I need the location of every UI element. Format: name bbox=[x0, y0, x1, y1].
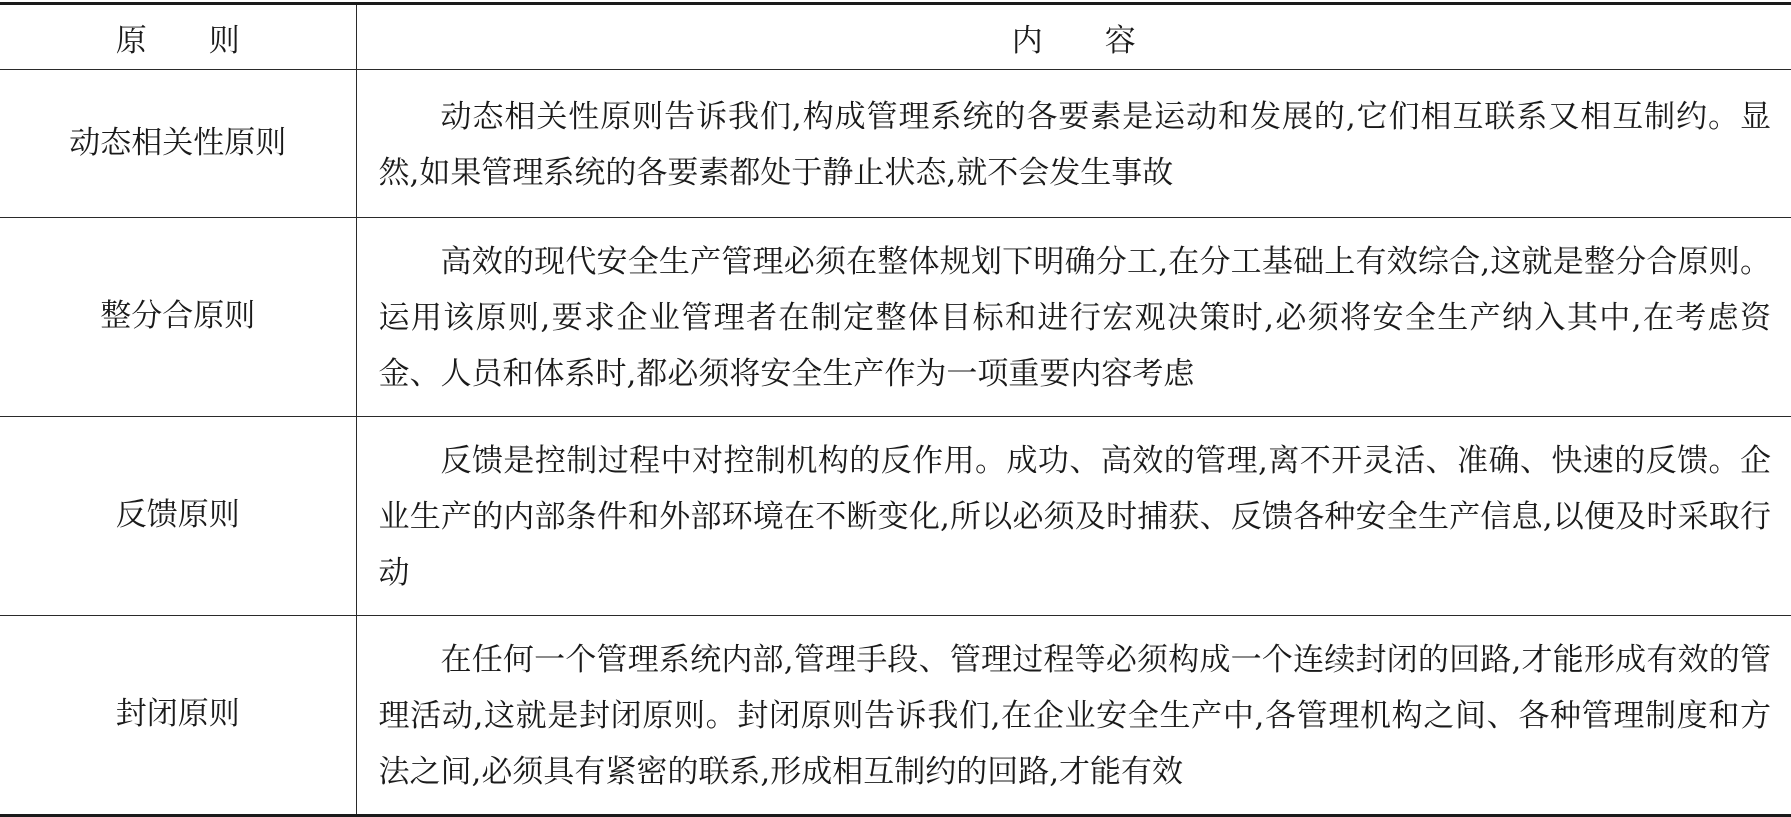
table-header bbox=[0, 4, 1791, 70]
principle-content: 动态相关性原则告诉我们,构成管理系统的各要素是运动和发展的,它们相互联系又相互制约。显然,如果管理系统的各要素都处于静止状态,就不会发生事故 bbox=[378, 98, 1771, 191]
header-content bbox=[356, 4, 1791, 70]
principle-name: 动态相关性原则 bbox=[0, 70, 356, 218]
header-row bbox=[0, 4, 1791, 70]
header-principle-char-2: 则 bbox=[208, 22, 240, 59]
principle-name: 整分合原则 bbox=[0, 218, 356, 417]
header-principle-char-1: 原 bbox=[115, 22, 147, 59]
table-row bbox=[0, 616, 1791, 816]
principle-name: 封闭原则 bbox=[0, 616, 356, 816]
header-content-char-2: 容 bbox=[1104, 22, 1136, 59]
table-row bbox=[0, 417, 1791, 616]
principles-table bbox=[0, 2, 1791, 817]
principle-content: 在任何一个管理系统内部,管理手段、管理过程等必须构成一个连续封闭的回路,才能形成有效的管理活动,这就是封闭原则。封闭原则告诉我们,在企业安全生产中,各管理机构之间、各种管理制度和方法之间,必须具有紧密的联系,形成相互制约的回路,才能有效 bbox=[378, 642, 1771, 790]
principle-content: 反馈是控制过程中对控制机构的反作用。成功、高效的管理,离不开灵活、准确、快速的反馈。企业生产的内部条件和外部环境在不断变化,所以必须及时捕获、反馈各种安全生产信息,以便及时采取行动 bbox=[378, 443, 1771, 591]
table-row bbox=[0, 70, 1791, 218]
principle-content: 高效的现代安全生产管理必须在整体规划下明确分工,在分工基础上有效综合,这就是整分合原则。运用该原则,要求企业管理者在制定整体目标和进行宏观决策时,必须将安全生产纳入其中,在考虑资金、人员和体系时,都必须将安全生产作为一项重要内容考虑 bbox=[378, 244, 1771, 392]
header-principle bbox=[0, 4, 356, 70]
table-body bbox=[0, 70, 1791, 816]
principle-name: 反馈原则 bbox=[0, 417, 356, 616]
table-row bbox=[0, 218, 1791, 417]
header-content-char-1: 内 bbox=[1011, 22, 1043, 59]
